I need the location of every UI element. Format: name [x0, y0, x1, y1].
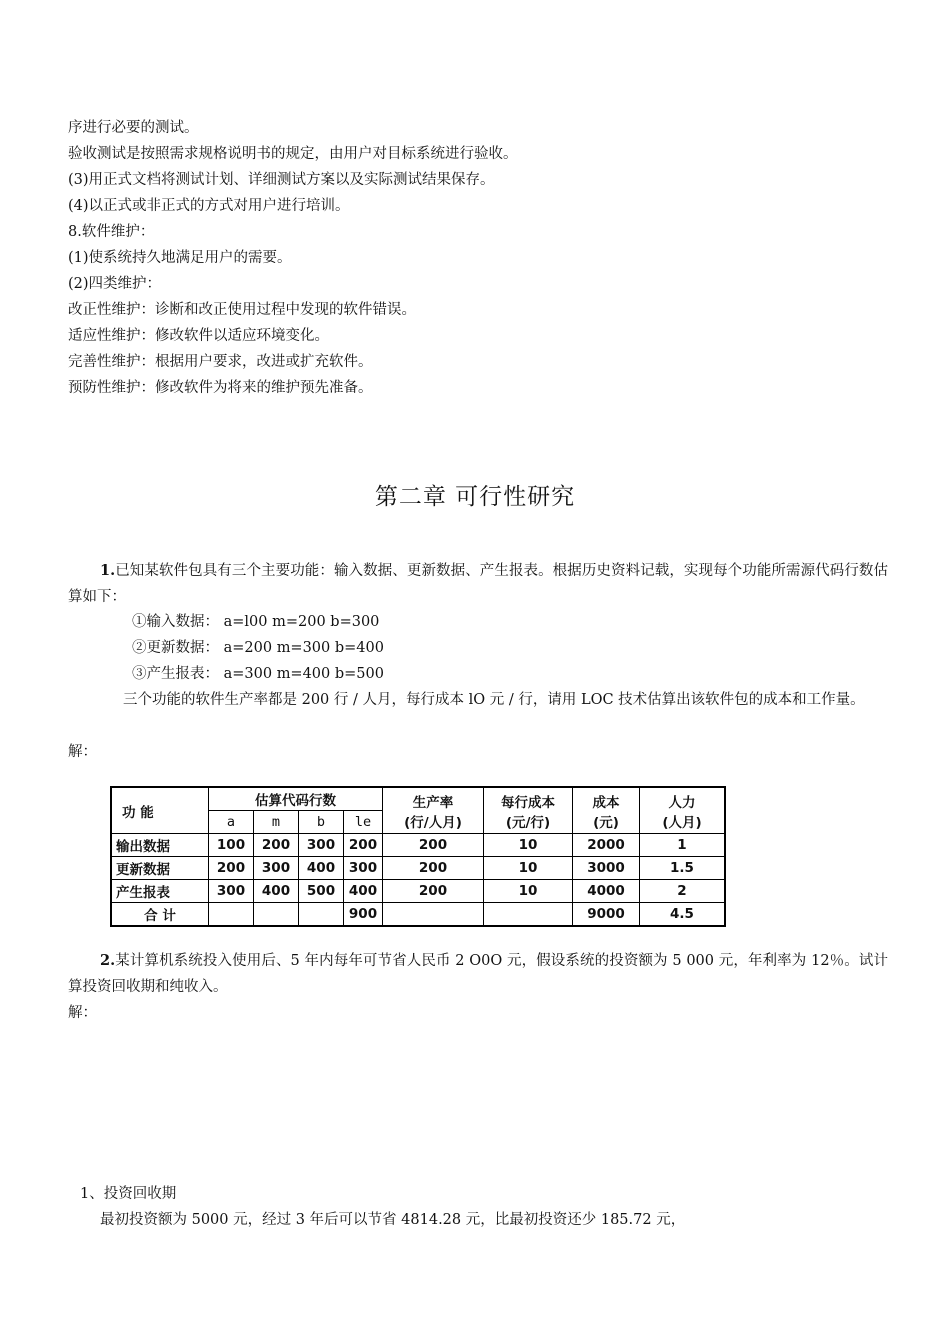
cell [254, 903, 299, 927]
text-line: (1)使系统持久地满足用户的需要。 [68, 250, 292, 266]
section-body: 最初投资额为 5000 元，经过 3 年后可以节省 4814.28 元，比最初投资还少 185.72 元， [100, 1212, 686, 1228]
table-row [111, 857, 725, 880]
question-number: 1. [100, 562, 116, 579]
cell-function: 更新数据 [111, 857, 209, 880]
section-heading: 1、投资回收期 [80, 1186, 177, 1202]
text-line: 预防性维护：修改软件为将来的维护预先准备。 [68, 380, 373, 396]
text-line: 序进行必要的测试。 [68, 120, 199, 136]
answer-label: 解： [68, 1005, 97, 1021]
cell [209, 903, 254, 927]
question-2 [68, 948, 888, 1000]
text-line: 8.软件维护： [68, 224, 155, 240]
question-text: 已知某软件包具有三个主要功能：输入数据、更新数据、产生报表。根据历史资料记载，实现每个功能所需源代码行数估算如下： [68, 563, 888, 605]
cell: 200 [344, 834, 383, 857]
cell: 1.5 [640, 857, 726, 880]
question-1 [68, 558, 888, 610]
cell [299, 903, 344, 927]
cell: 2000 [573, 834, 640, 857]
cell: 4.5 [640, 903, 726, 927]
header-m: m [254, 811, 299, 834]
text-line: (3)用正式文档将测试计划、详细测试方案以及实际测试结果保存。 [68, 172, 495, 188]
cell: 300 [254, 857, 299, 880]
text-line: 改正性维护：诊断和改正使用过程中发现的软件错误。 [68, 302, 416, 318]
estimate-item: ①输入数据： a=l00 m=200 b=300 [132, 614, 380, 630]
cell: 400 [299, 857, 344, 880]
text-line: 适应性维护：修改软件以适应环境变化。 [68, 328, 329, 344]
header-b: b [299, 811, 344, 834]
header-manpower: 人力 (人月) [640, 787, 726, 834]
cell-total-label: 合 计 [111, 903, 209, 927]
question-1-tail: 三个功能的软件生产率都是 200 行 / 人月，每行成本 lO 元 / 行，请用 LOC 技术估算出该软件包的成本和工作量。 [123, 692, 865, 708]
table-row [111, 880, 725, 903]
cell: 200 [383, 857, 484, 880]
cell: 300 [209, 880, 254, 903]
cell: 100 [209, 834, 254, 857]
header-cost-per-line: 每行成本 (元/行) [484, 787, 573, 834]
answer-label: 解： [68, 744, 97, 760]
cell: 200 [383, 880, 484, 903]
cell-function: 产生报表 [111, 880, 209, 903]
cell: 400 [344, 880, 383, 903]
header-le: le [344, 811, 383, 834]
question-text: 某计算机系统投入使用后、5 年内每年可节省人民币 2 O0O 元，假设系统的投资额为 5 000 元，年利率为 12％。试计算投资回收期和纯收入。 [68, 953, 888, 995]
table-row [111, 834, 725, 857]
cell: 2 [640, 880, 726, 903]
header-estimated-loc: 估算代码行数 [209, 787, 383, 811]
cell: 3000 [573, 857, 640, 880]
header-cost: 成本 (元) [573, 787, 640, 834]
cell: 9000 [573, 903, 640, 927]
text-line: 完善性维护：根据用户要求，改进或扩充软件。 [68, 354, 373, 370]
cell: 300 [344, 857, 383, 880]
cell: 10 [484, 857, 573, 880]
cell: 200 [209, 857, 254, 880]
cell: 10 [484, 880, 573, 903]
text-line: (2)四类维护： [68, 276, 162, 292]
table-header-row [111, 787, 725, 811]
cell: 200 [254, 834, 299, 857]
table-total-row [111, 903, 725, 927]
cell: 900 [344, 903, 383, 927]
cell-function: 输出数据 [111, 834, 209, 857]
header-productivity: 生产率 (行/人月) [383, 787, 484, 834]
loc-estimate-table [110, 786, 726, 927]
cell: 1 [640, 834, 726, 857]
estimate-item: ③产生报表： a=300 m=400 b=500 [132, 666, 384, 682]
cell [484, 903, 573, 927]
cell [383, 903, 484, 927]
estimate-item: ②更新数据： a=200 m=300 b=400 [132, 640, 384, 656]
cell: 500 [299, 880, 344, 903]
cell: 300 [299, 834, 344, 857]
chapter-title: 第二章 可行性研究 [374, 484, 576, 510]
header-a: a [209, 811, 254, 834]
text-line: (4)以正式或非正式的方式对用户进行培训。 [68, 198, 350, 214]
question-number: 2. [100, 952, 116, 969]
header-function: 功 能 [111, 787, 209, 834]
cell: 10 [484, 834, 573, 857]
cell: 400 [254, 880, 299, 903]
cell: 200 [383, 834, 484, 857]
cell: 4000 [573, 880, 640, 903]
text-line: 验收测试是按照需求规格说明书的规定，由用户对目标系统进行验收。 [68, 146, 518, 162]
